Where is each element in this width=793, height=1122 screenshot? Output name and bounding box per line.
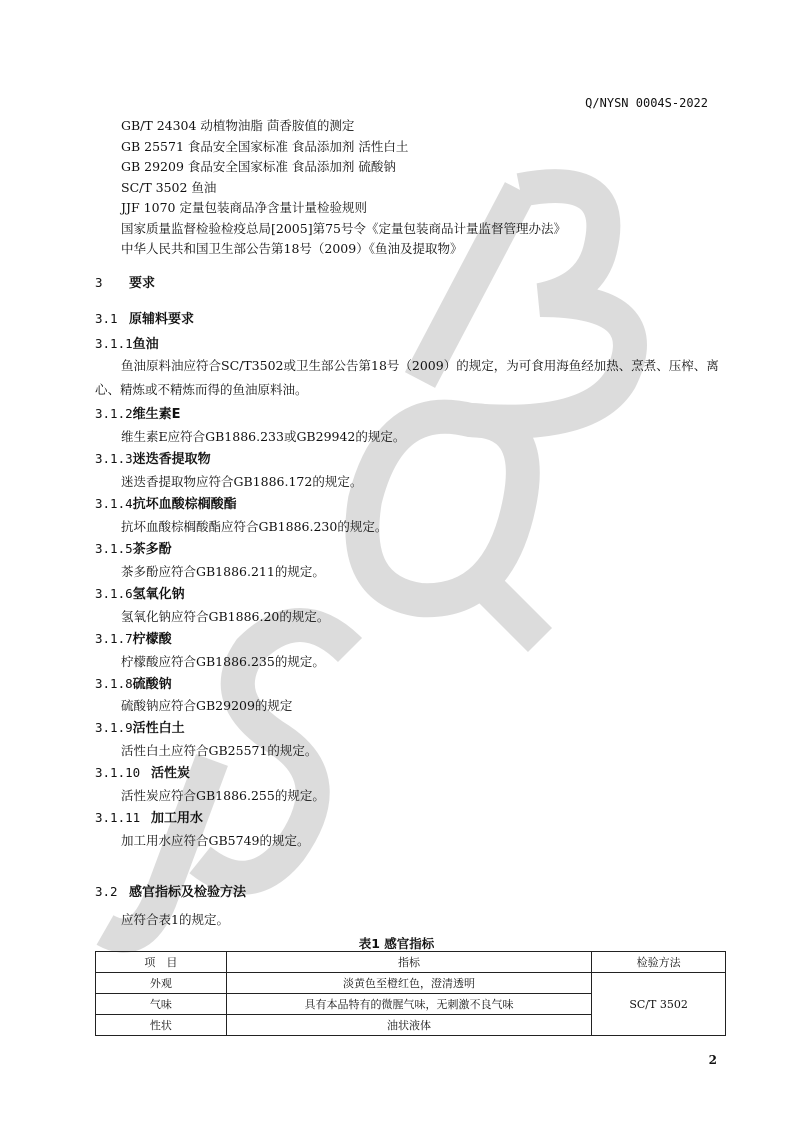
subsection-text: 活性白土应符合GB25571的规定。 — [121, 743, 318, 758]
subsection-text: 茶多酚应符合GB1886.211的规定。 — [121, 564, 325, 579]
subsection-heading — [95, 538, 172, 557]
section-number: 3.1 — [95, 311, 118, 326]
section-heading-3-2 — [95, 881, 246, 900]
subsection-heading — [95, 448, 211, 467]
subsection-heading — [95, 762, 190, 781]
subsection-number: 3.1.9 — [95, 720, 133, 735]
subsection-number: 3.1.11 — [95, 810, 141, 825]
subsection-title: 柠檬酸 — [132, 632, 172, 647]
subsection-heading — [95, 628, 172, 647]
subsection-text: 抗坏血酸棕榈酸酯应符合GB1886.230的规定。 — [121, 519, 388, 534]
page-number: 2 — [708, 1053, 717, 1067]
subsection-text: 氢氧化钠应符合GB1886.20的规定。 — [121, 609, 330, 624]
subsection-number: 3.1.10 — [95, 765, 141, 780]
table-cell-item: 性状 — [96, 1015, 227, 1036]
table-cell-method: SC/T 3502 — [592, 973, 726, 1036]
subsection-title: 活性白土 — [132, 721, 185, 736]
subsection-text: 迷迭香提取物应符合GB1886.172的规定。 — [121, 474, 363, 489]
subsection-heading — [95, 583, 185, 602]
reference-line: 国家质量监督检验检疫总局[2005]第75号令《定量包装商品计量监督管理办法》 — [121, 221, 566, 236]
subsection-text: 硫酸钠应符合GB29209的规定 — [121, 698, 293, 713]
subsection-heading — [95, 403, 181, 422]
subsection-text: 鱼油原料油应符合SC/T3502或卫生部公告第18号（2009）的规定，为可食用海鱼经加热、烹煮、压榨、离心、精炼或不精炼而得的鱼油原料油。 — [95, 358, 719, 397]
subsection-number: 3.1.5 — [95, 541, 133, 556]
section-number: 3 — [95, 275, 103, 290]
standard-code: Q/NYSN 0004S-2022 — [585, 96, 708, 110]
sensory-table — [95, 951, 726, 1036]
table-header-row — [96, 952, 726, 973]
watermark-letter-q-tail — [470, 570, 540, 640]
subsection-number: 3.1.2 — [95, 406, 133, 421]
table-cell-item: 外观 — [96, 973, 227, 994]
subsection-text: 柠檬酸应符合GB1886.235的规定。 — [121, 654, 325, 669]
table-header-cell: 检验方法 — [592, 952, 726, 973]
section-title: 感官指标及检验方法 — [129, 885, 247, 900]
subsection-heading — [95, 493, 237, 512]
subsection-number: 3.1.3 — [95, 451, 133, 466]
subsection-title: 迷迭香提取物 — [132, 452, 211, 467]
subsection-heading — [95, 717, 185, 736]
subsection-number: 3.1.6 — [95, 586, 133, 601]
table-row — [96, 973, 726, 994]
table-cell-spec: 油状液体 — [226, 1015, 591, 1036]
subsection-number: 3.1.7 — [95, 631, 133, 646]
subsection-heading — [95, 673, 172, 692]
subsection-title: 硫酸钠 — [132, 677, 172, 692]
subsection-title: 鱼油 — [132, 337, 159, 352]
section-title: 原辅料要求 — [129, 312, 195, 327]
table-cell-spec: 具有本品特有的微腥气味，无刺激不良气味 — [226, 994, 591, 1015]
reference-line: 中华人民共和国卫生部公告第18号（2009）《鱼油及提取物》 — [121, 241, 463, 256]
section-text: 应符合表1的规定。 — [121, 912, 229, 927]
subsection-title: 茶多酚 — [132, 542, 172, 557]
table-cell-item: 气味 — [96, 994, 227, 1015]
subsection-number: 3.1.8 — [95, 676, 133, 691]
subsection-number: 3.1.4 — [95, 496, 133, 511]
subsection-heading — [95, 333, 159, 352]
subsection-heading — [95, 807, 203, 826]
table-caption: 表1 感官指标 — [358, 936, 435, 951]
reference-line: GB/T 24304 动植物油脂 茴香胺值的测定 — [121, 118, 355, 133]
subsection-title: 加工用水 — [151, 811, 204, 826]
section-title: 要求 — [129, 276, 156, 291]
subsection-title: 抗坏血酸棕榈酸酯 — [132, 497, 237, 512]
reference-line: GB 29209 食品安全国家标准 食品添加剂 硫酸钠 — [121, 159, 396, 174]
table-header-cell: 项 目 — [96, 952, 227, 973]
reference-line: JJF 1070 定量包装商品净含量计量检验规则 — [121, 200, 367, 215]
subsection-text: 加工用水应符合GB5749的规定。 — [121, 833, 310, 848]
subsection-text: 维生素E应符合GB1886.233或GB29942的规定。 — [121, 429, 406, 444]
section-heading-3-1 — [95, 308, 194, 327]
subsection-title: 氢氧化钠 — [132, 587, 185, 602]
section-number: 3.2 — [95, 884, 118, 899]
section-heading-3 — [95, 272, 155, 291]
reference-line: SC/T 3502 鱼油 — [121, 180, 217, 195]
subsection-title: 活性炭 — [151, 766, 191, 781]
subsection-number: 3.1.1 — [95, 336, 133, 351]
table-header-cell: 指标 — [226, 952, 591, 973]
reference-line: GB 25571 食品安全国家标准 食品添加剂 活性白土 — [121, 139, 409, 154]
subsection-title: 维生素E — [132, 407, 181, 422]
subsection-text: 活性炭应符合GB1886.255的规定。 — [121, 788, 325, 803]
table-cell-spec: 淡黄色至橙红色，澄清透明 — [226, 973, 591, 994]
